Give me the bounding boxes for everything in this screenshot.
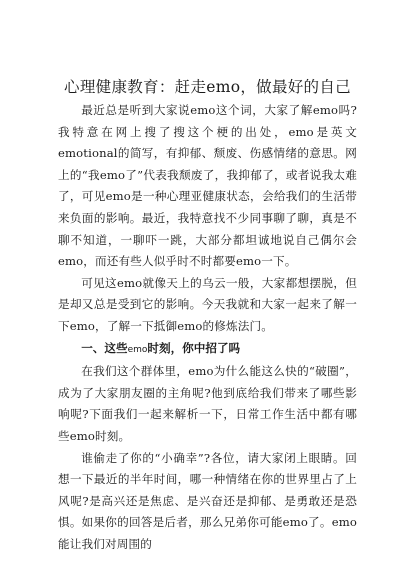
intro-paragraph-1: 最近总是听到大家说emo这个词，大家了解emo吗?我特意在网上搜了搜这个梗的出处，emo是英文emotional的简写，有抑郁、颓废、伤感情绪的意思。网上的“我emo了”代表我颓废了，我抑郁了，或者说我太难了，可见emo是一种心理亚健康状态，会给我们的生活带来负面的影响。最近，我特意找不少同事聊了聊，真是不聊不知道，一聊吓一跳，大部分都坦诚地说自己偶尔会emo，而还有些人似乎时不时都要emo一下。	[58, 103, 357, 269]
intro-paragraph-2: 可见这emo就像天上的乌云一般，大家都想摆脱，但是却又总是受到它的影响。今天我就和大家一起来了解一下emo，了解一下抵御emo的修炼法门。	[58, 275, 357, 333]
section-heading-suffix: 时刻，你中招了吗	[147, 340, 241, 355]
document-title: 心理健康教育：赶走emo，做最好的自己	[64, 78, 351, 96]
section1-paragraph-2: 谁偷走了你的“小确幸”?各位，请大家闭上眼睛。回想一下最近的半年时间，哪一种情绪在你的世界里占了上风呢?是高兴还是焦虑、是兴奋还是抑郁、是勇敢还是恐惧。如果你的回答是后者，那么兄弟你可能emo了。emo能让我们对周围的	[58, 450, 357, 551]
section1-paragraph-1: 在我们这个群体里，emo为什么能这么快的“破圈”，成为了大家朋友圈的主角呢?他到底给我们带来了哪些影响呢?下面我们一起来解析一下，日常工作生活中都有哪些emo时刻。	[58, 364, 357, 443]
section-heading-emo: emo	[127, 344, 148, 355]
section-heading-prefix: 一、这些	[81, 340, 128, 355]
section-heading-1	[58, 338, 357, 362]
